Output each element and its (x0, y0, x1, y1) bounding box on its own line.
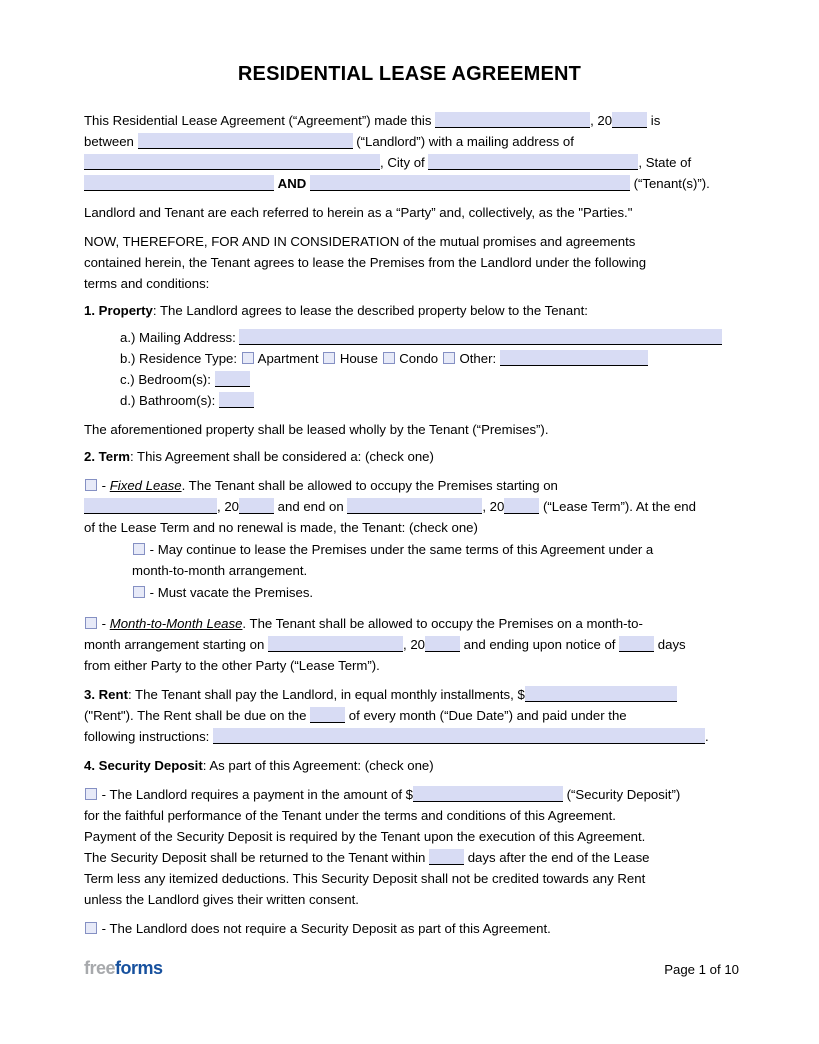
parties-paragraph (84, 202, 735, 223)
text-run: The Security Deposit shall be returned to the Tenant within (84, 850, 430, 865)
suboption-continue-month-to-month (132, 539, 735, 581)
suboption-must-vacate (132, 582, 735, 603)
text-run: a.) Mailing Address: (120, 330, 240, 345)
blank-field[interactable] (500, 350, 648, 366)
blank-field[interactable] (84, 154, 380, 170)
blank-field[interactable] (84, 498, 217, 514)
checkbox[interactable] (85, 922, 97, 934)
blank-field[interactable] (429, 849, 464, 865)
blank-field[interactable] (612, 112, 647, 128)
text-run: d.) Bathroom(s): (120, 393, 219, 408)
text-run: , 20 (590, 113, 613, 128)
premises-paragraph (84, 419, 735, 440)
checkbox[interactable] (383, 352, 395, 364)
text-run: This Residential Lease Agreement (“Agreement”) made this (84, 113, 436, 128)
text-run: : The Tenant shall pay the Landlord, in equal monthly installments, $ (127, 687, 525, 702)
document-title: RESIDENTIAL LEASE AGREEMENT (237, 63, 582, 85)
blank-field[interactable] (215, 371, 250, 387)
text-run: , City of (380, 155, 429, 170)
text-run: - The Landlord requires a payment in the amount of $ (98, 787, 413, 802)
text-run: and end on (274, 499, 348, 514)
text-run: of the Lease Term and no renewal is made, the Tenant: (check one) (84, 520, 478, 535)
text-run: - The Landlord does not require a Security Deposit as part of this Agreement. (98, 921, 551, 936)
checkbox[interactable] (242, 352, 254, 364)
text-run: Apartment (254, 351, 323, 366)
checkbox[interactable] (85, 788, 97, 800)
text-run: b.) Residence Type: (120, 351, 241, 366)
blank-field[interactable] (239, 498, 274, 514)
text-run: unless the Landlord gives their written consent. (84, 892, 359, 907)
text-run: month arrangement starting on (84, 637, 268, 652)
freeforms-logo (84, 957, 163, 979)
text-run: (“Tenant(s)”). (629, 176, 710, 191)
text-run: and ending upon notice of (460, 637, 620, 652)
blank-field[interactable] (425, 636, 460, 652)
security-deposit-not-required-option (84, 918, 735, 939)
fixed-lease-suboptions (84, 539, 735, 603)
logo-free-text: free (84, 958, 116, 978)
text-run: is (647, 113, 661, 128)
consideration-paragraph (84, 231, 735, 294)
text-run: 3. Rent (84, 687, 128, 702)
checkbox[interactable] (323, 352, 335, 364)
text-run: - (98, 478, 110, 493)
text-run: : The Landlord agrees to lease the described property below to the Tenant: (152, 303, 588, 318)
page-footer (84, 957, 739, 980)
section-security-deposit-heading (84, 755, 735, 776)
text-run: terms and conditions: (84, 276, 210, 291)
text-run: Payment of the Security Deposit is required by the Tenant upon the execution of this Agreement. (84, 829, 646, 844)
text-run: Term less any itemized deductions. This Security Deposit shall not be credited towards any Rent (84, 871, 646, 886)
property-item-bathrooms (120, 390, 735, 411)
text-run: Fixed Lease (109, 478, 182, 493)
text-run: for the faithful performance of the Tenant under the terms and conditions of this Agreement. (84, 808, 616, 823)
text-run: month-to-month arrangement. (132, 563, 308, 578)
text-run: : As part of this Agreement: (check one) (202, 758, 434, 773)
checkbox[interactable] (85, 479, 97, 491)
page-number: Page 1 of 10 (664, 962, 739, 977)
text-run: The aforementioned property shall be leased wholly by the Tenant (“Premises”). (84, 422, 549, 437)
blank-field[interactable] (428, 154, 638, 170)
text-run: NOW, THEREFORE, FOR AND IN CONSIDERATION of the mutual promises and agreements (84, 234, 636, 249)
text-run: of every month (“Due Date”) and paid under the (345, 708, 627, 723)
text-run: from either Party to the other Party (“Lease Term”). (84, 658, 380, 673)
property-details-list (84, 327, 735, 411)
text-run: - Must vacate the Premises. (146, 585, 314, 600)
text-run: (“Landlord”) with a mailing address of (352, 134, 574, 149)
blank-field[interactable] (138, 133, 353, 149)
blank-field[interactable] (435, 112, 590, 128)
text-run: , 20 (403, 637, 425, 652)
text-run: , 20 (217, 499, 239, 514)
text-run: House (336, 351, 382, 366)
property-item-bedrooms (120, 369, 735, 390)
text-run: ("Rent"). The Rent shall be due on the (84, 708, 311, 723)
text-run: 2. Term (84, 449, 130, 464)
text-run: - May continue to lease the Premises under the same terms of this Agreement under a (146, 542, 654, 557)
text-run: Condo (395, 351, 442, 366)
text-run: 4. Security Deposit (84, 758, 203, 773)
text-run: following instructions: (84, 729, 214, 744)
text-run: . The Tenant shall be allowed to occupy the Premises on a month-to- (242, 616, 643, 631)
text-run: contained herein, the Tenant agrees to lease the Premises from the Landlord under the following (84, 255, 647, 270)
text-run: : This Agreement shall be considered a: (check one) (129, 449, 434, 464)
text-run: - (98, 616, 110, 631)
blank-field[interactable] (213, 728, 705, 744)
text-run: Landlord and Tenant are each referred to herein as a “Party” and, collectively, as the "Parties." (84, 205, 633, 220)
blank-field[interactable] (347, 498, 482, 514)
text-run: AND (277, 176, 307, 191)
blank-field[interactable] (84, 175, 274, 191)
text-run: between (84, 134, 138, 149)
property-item-residence-type (120, 348, 735, 369)
logo-forms-text: forms (115, 958, 163, 978)
text-run: days (654, 637, 686, 652)
blank-field[interactable] (239, 329, 722, 345)
blank-field[interactable] (219, 392, 254, 408)
text-run: Month-to-Month Lease (109, 616, 243, 631)
text-run: , 20 (482, 499, 505, 514)
text-run: (“Lease Term”). At the end (539, 499, 696, 514)
text-run: . (705, 729, 709, 744)
blank-field[interactable] (310, 175, 630, 191)
blank-field[interactable] (310, 707, 345, 723)
section-term-heading (84, 446, 735, 467)
blank-field[interactable] (525, 686, 677, 702)
checkbox[interactable] (85, 617, 97, 629)
intro-paragraph (84, 110, 735, 194)
text-run: Other: (455, 351, 500, 366)
text-run: 1. Property (84, 303, 153, 318)
fixed-lease-option-paragraph (84, 475, 735, 538)
property-item-mailing-address (120, 327, 735, 348)
checkbox[interactable] (133, 586, 145, 598)
checkbox[interactable] (443, 352, 455, 364)
security-deposit-required-option (84, 784, 735, 910)
text-run: c.) Bedroom(s): (120, 372, 215, 387)
blank-field[interactable] (413, 786, 563, 802)
text-run: (“Security Deposit”) (562, 787, 681, 802)
blank-field[interactable] (504, 498, 539, 514)
blank-field[interactable] (619, 636, 654, 652)
month-to-month-option-paragraph (84, 613, 735, 676)
text-run: , State of (638, 155, 692, 170)
text-run: . The Tenant shall be allowed to occupy the Premises starting on (181, 478, 558, 493)
text-run: days after the end of the Lease (464, 850, 650, 865)
blank-field[interactable] (268, 636, 403, 652)
section-rent-paragraph (84, 684, 735, 747)
section-property-heading (84, 300, 735, 321)
checkbox[interactable] (133, 543, 145, 555)
